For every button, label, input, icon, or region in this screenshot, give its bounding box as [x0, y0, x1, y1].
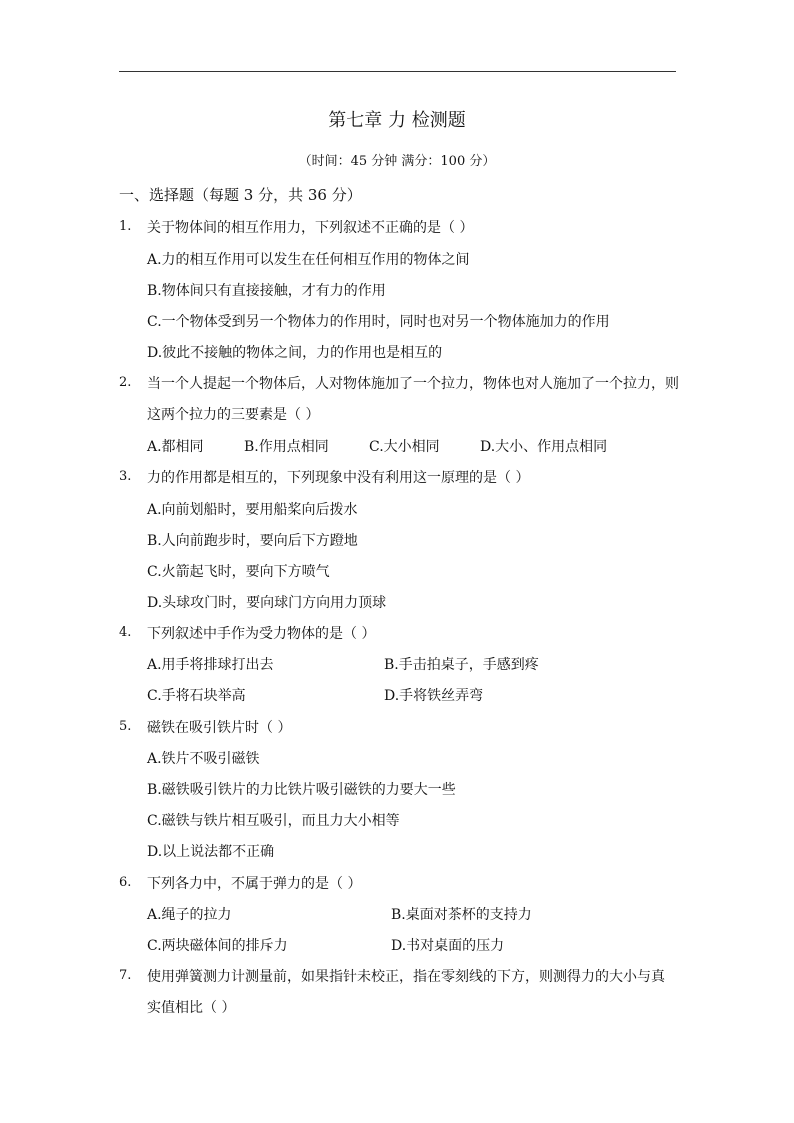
option-d: D.书对桌面的压力 [391, 938, 505, 954]
option-b: B.磁铁吸引铁片的力比铁片吸引磁铁的力要大一些 [147, 782, 456, 798]
header-rule [119, 71, 676, 72]
question-number: 7. [119, 968, 132, 983]
option-a: A.力的相互作用可以发生在任何相互作用的物体之间 [147, 252, 470, 268]
option-d: D.大小、作用点相同 [480, 439, 608, 455]
question-number: 1. [119, 219, 132, 234]
option-a: A.用手将排球打出去 [147, 657, 274, 673]
question-text: 下列各力中，不属于弹力的是（ ） [147, 876, 362, 892]
question-text: 磁铁在吸引铁片时（ ） [147, 720, 292, 736]
option-b: B.作用点相同 [244, 439, 329, 455]
question-text-cont: 这两个拉力的三要素是（ ） [147, 407, 320, 423]
option-c: C.一个物体受到另一个物体力的作用时，同时也对另一个物体施加力的作用 [147, 314, 610, 330]
exam-info: （时间：45 分钟 满分：100 分） [298, 154, 496, 169]
section-heading: 一、选择题（每题 3 分，共 36 分） [119, 186, 362, 204]
option-b: B.桌面对茶杯的支持力 [391, 907, 532, 923]
option-a: A.绳子的拉力 [147, 907, 232, 923]
question-text: 关于物体间的相互作用力，下列叙述不正确的是（ ） [147, 220, 474, 236]
option-a: A.都相同 [147, 439, 204, 455]
option-d: D.以上说法都不正确 [147, 844, 275, 860]
option-b: B.物体间只有直接接触，才有力的作用 [147, 283, 386, 299]
question-text: 下列叙述中手作为受力物体的是（ ） [147, 626, 376, 642]
question-number: 2. [119, 375, 132, 390]
question-text: 力的作用都是相互的，下列现象中没有利用这一原理的是（ ） [147, 470, 530, 486]
question-number: 6. [119, 875, 132, 890]
option-d: D.头球攻门时，要向球门方向用力顶球 [147, 595, 387, 611]
option-b: B.手击拍桌子，手感到疼 [384, 657, 539, 673]
option-c: C.手将石块举高 [147, 688, 246, 704]
option-c: C.大小相同 [369, 439, 440, 455]
question-text: 当一个人提起一个物体后，人对物体施加了一个拉力，物体也对人施加了一个拉力，则 [147, 376, 679, 392]
option-c: C.火箭起飞时，要向下方喷气 [147, 564, 330, 580]
question-number: 5. [119, 719, 132, 734]
option-d: D.彼此不接触的物体之间，力的作用也是相互的 [147, 345, 443, 361]
question-text-cont: 实值相比（ ） [147, 1000, 236, 1016]
option-b: B.人向前跑步时，要向后下方蹬地 [147, 533, 358, 549]
option-c: C.磁铁与铁片相互吸引，而且力大小相等 [147, 813, 400, 829]
question-number: 3. [119, 469, 132, 484]
question-number: 4. [119, 625, 132, 640]
option-a: A.铁片不吸引磁铁 [147, 751, 260, 767]
page-title: 第七章 力 检测题 [328, 110, 466, 131]
option-c: C.两块磁体间的排斥力 [147, 938, 288, 954]
option-a: A.向前划船时，要用船桨向后拨水 [147, 502, 358, 518]
option-d: D.手将铁丝弄弯 [384, 688, 484, 704]
question-text: 使用弹簧测力计测量前，如果指针未校正，指在零刻线的下方，则测得力的大小与真 [147, 969, 665, 985]
